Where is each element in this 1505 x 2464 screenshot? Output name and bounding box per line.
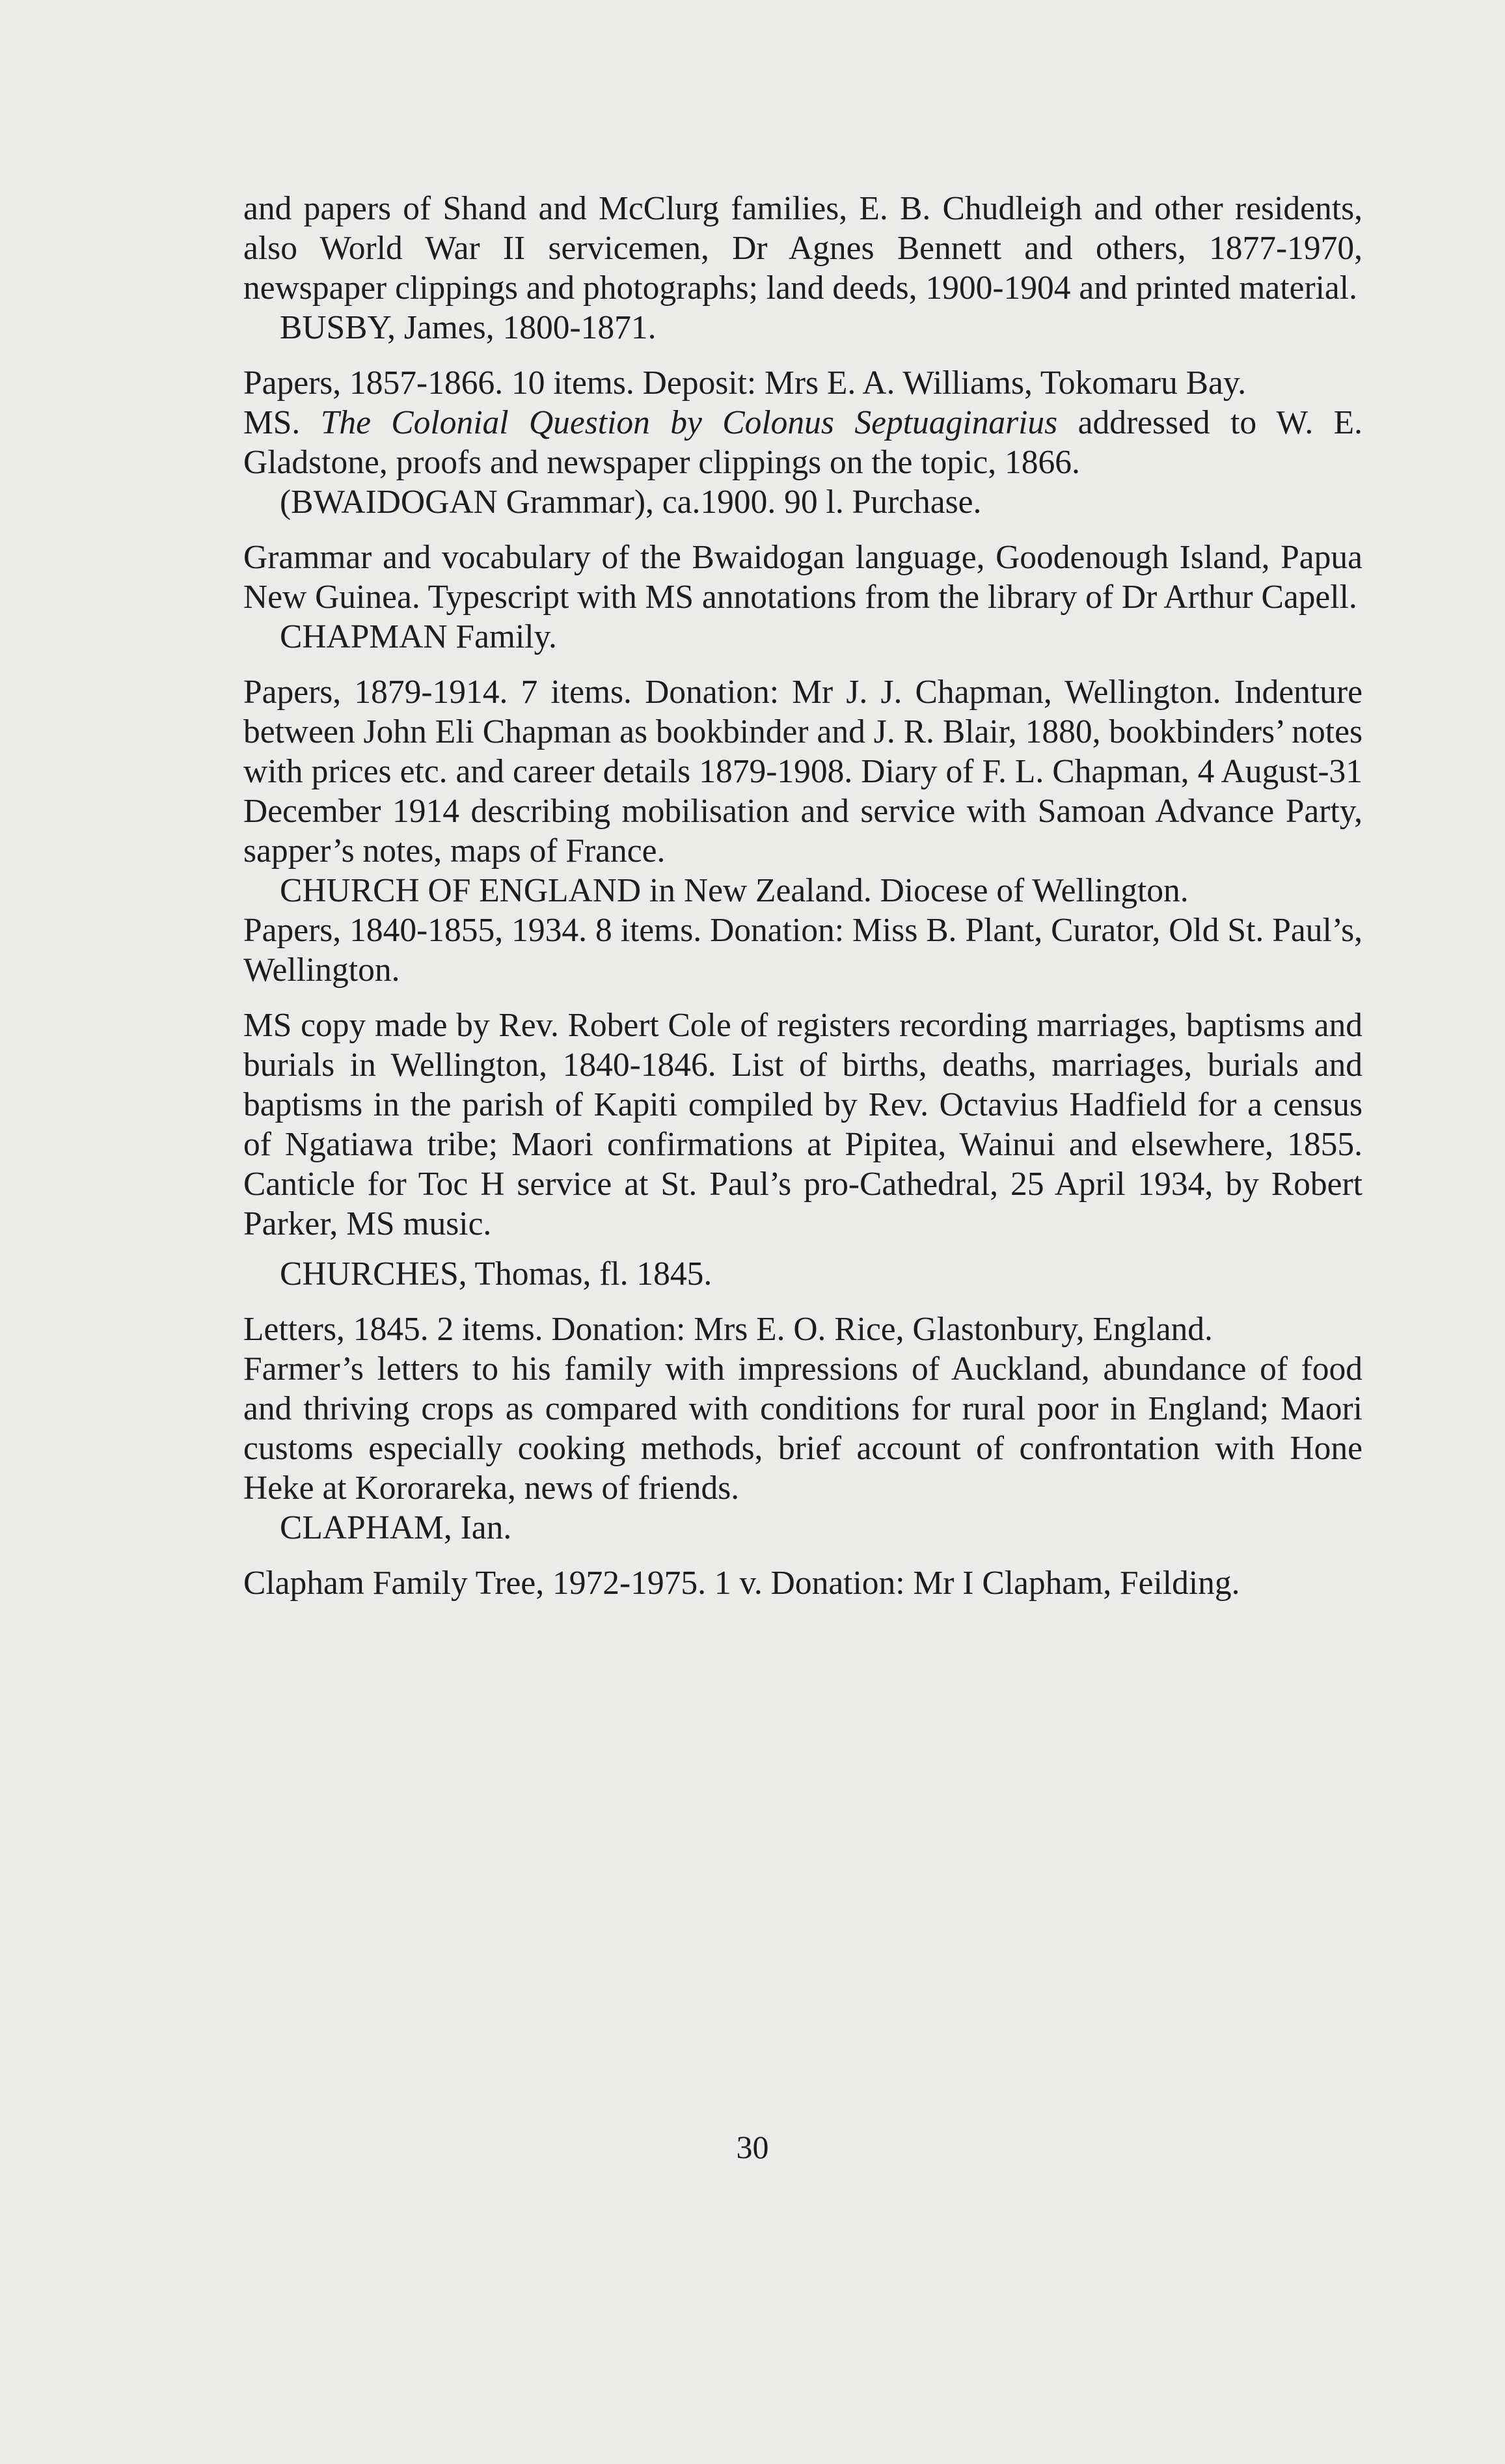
entry-description: Letters, 1845. 2 items. Donation: Mrs E. O. Rice, Glastonbury, England.: [243, 1311, 1213, 1348]
entry-description: Clapham Family Tree, 1972-1975. 1 v. Donation: Mr I Clapham, Feilding.: [243, 1565, 1240, 1602]
entry-description: Papers, 1840-1855, 1934. 8 items. Donation: Miss B. Plant, Curator, Old St. Paul’s, Wellington.: [243, 912, 1363, 989]
entry-description: Farmer’s letters to his family with impressions of Auckland, abundance of food and thriving crops as compared with conditions for rural poor in England; Maori customs especially cooking methods, brief account of confrontation with Hone Heke at Kororareka, news of friends.: [243, 1350, 1363, 1507]
page-number: 30: [736, 2129, 769, 2165]
italic-title: The Colonial Question by Colonus Septuaginarius: [320, 404, 1058, 441]
entry-description: Papers, 1879-1914. 7 items. Donation: Mr J. J. Chapman, Wellington. Indenture between John Eli Chapman as bookbinder and J. R. Blair, 1880, bookbinders’ notes with prices etc. and career details 1879-1908. Diary of F. L. Chapman, 4 August-31 December 1914 describing mobilisation and service with Samoan Advance Party, sapper’s notes, maps of France.: [243, 674, 1363, 869]
entry-heading-bwaidogan: (BWAIDOGAN Grammar), ca.1900. 90 l. Purchase.: [280, 484, 982, 521]
entry-description-italic: MS. The Colonial Question by Colonus Septuaginarius addressed to W. E. Gladstone, proofs and newspaper clippings on the topic, 1866.: [243, 404, 1363, 481]
entry-description: Papers, 1857-1866. 10 items. Deposit: Mrs E. A. Williams, Tokomaru Bay.: [243, 364, 1247, 402]
entry-description: MS copy made by Rev. Robert Cole of registers recording marriages, baptisms and burials in Wellington, 1840-1846. List of births, deaths, marriages, burials and baptisms in the parish of Kapiti compiled by Rev. Octavius Hadfield for a census of Ngatiawa tribe; Maori confirmations at Pipitea, Wainui and elsewhere, 1855. Canticle for Toc H service at St. Paul’s pro-Cathedral, 25 April 1934, by Robert Parker, MS music.: [243, 1007, 1363, 1242]
entry-heading-busby: BUSBY, James, 1800-1871.: [280, 309, 657, 346]
entry-heading-church-of-england: CHURCH OF ENGLAND in New Zealand. Diocese of Wellington.: [280, 872, 1189, 909]
entry-description: Grammar and vocabulary of the Bwaidogan language, Goodenough Island, Papua New Guinea. Typescript with MS annotations from the library of Dr Arthur Capell.: [243, 539, 1363, 616]
entry-heading-chapman: CHAPMAN Family.: [280, 618, 557, 655]
entry-heading-churches: CHURCHES, Thomas, fl. 1845.: [280, 1255, 712, 1293]
continuation-paragraph: and papers of Shand and McClurg families, E. B. Chudleigh and other residents, also World War II servicemen, Dr Agnes Bennett and others, 1877-1970, newspaper clippings and photographs; land deeds, 1900-1904 and printed material.: [243, 190, 1363, 307]
entry-heading-clapham: CLAPHAM, Ian.: [280, 1509, 512, 1546]
page-content: [243, 189, 1363, 1603]
